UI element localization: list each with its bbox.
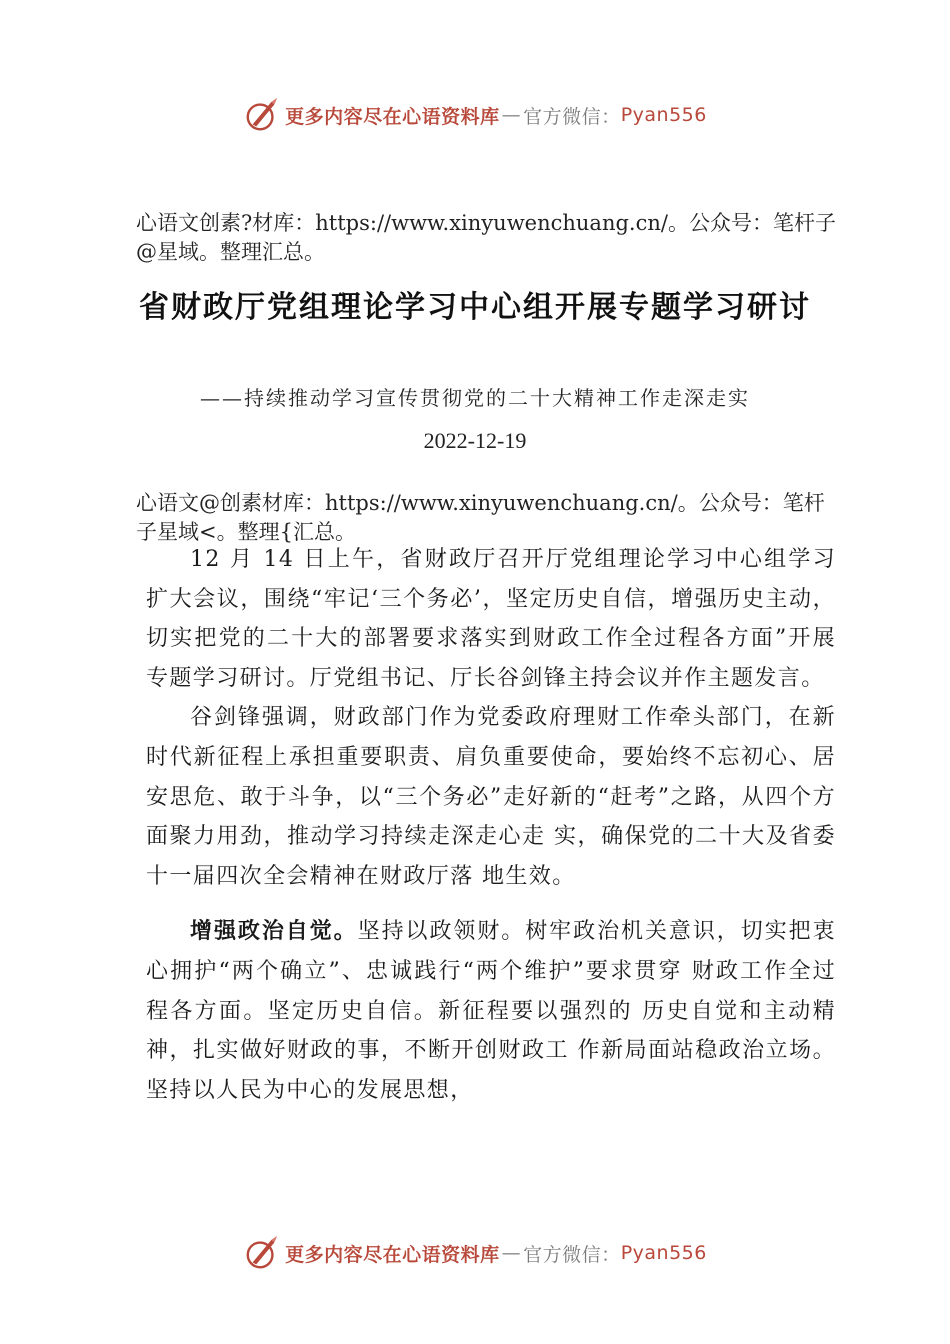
quill-logo-icon <box>243 1234 281 1272</box>
source-note-first: 心语文创素?材库：https://www.xinyuwenchuang.cn/。公众号：笔杆子@星域。整理汇总。 <box>136 211 836 264</box>
article-body <box>146 540 836 1110</box>
quill-logo-icon <box>243 96 281 134</box>
section-paragraph <box>146 912 836 1110</box>
watermark-wechat-label: 官方微信： <box>523 105 621 128</box>
body-paragraph: 12 月 14 日上午，省财政厅召开厅党组理论学习中心组学习扩大会议，围绕“牢记‘三个务必’，坚定历史自信，增强历史主动，切实把党的二十大的部署要求落实到财政工作全过程各方面”开展专题学习研讨。厅党组书记、厅长谷剑锋主持会议并作主题发言。 <box>146 547 836 691</box>
article-title: 省财政厅党组理论学习中心组开展专题学习研讨 <box>139 290 811 325</box>
watermark-library-name: 更多内容尽在心语资料库 <box>285 1243 500 1266</box>
section-lead: 增强政治自觉。 <box>190 919 358 945</box>
article-subtitle: ——持续推动学习宣传贯彻党的二十大精神工作走深走实 <box>200 386 750 410</box>
watermark-wechat-id: Pyan556 <box>620 1242 707 1264</box>
watermark-banner-top <box>0 93 950 137</box>
article-date: 2022-12-19 <box>423 428 527 453</box>
body-paragraph: 谷剑锋强调，财政部门作为党委政府理财工作牵头部门，在新时代新征程上承担重要职责、肩负重要使命，要始终不忘初心、居安思危、敢于斗争，以“三个务必”走好新的“赶考”之路，从四个方面聚力用劲，推动学习持续走深走心走 实，确保党的二十大及省委十一届四次全会精神在财政厅落 地生效。 <box>146 705 836 889</box>
section-text: 坚持以政领财。树牢政治机关意识，切实把衷心拥护“两个确立”、忠诚践行“两个维护”要求贯穿 财政工作全过程各方面。坚定历史自信。新征程要以强烈的 历史自觉和主动精神，扎实做好财政的事，不断开创财政工 作新局面站稳政治立场。坚持以人民为中心的发展思想， <box>146 919 836 1103</box>
watermark-separator: — <box>501 1242 522 1264</box>
watermark-separator: — <box>501 104 522 126</box>
watermark-library-name: 更多内容尽在心语资料库 <box>285 105 500 128</box>
watermark-wechat-label: 官方微信： <box>523 1243 621 1266</box>
watermark-wechat-id: Pyan556 <box>620 104 707 126</box>
source-note-second: 心语文@创素材库：https://www.xinyuwenchuang.cn/。公众号：笔杆子星域<。整理{汇总。 <box>136 491 825 544</box>
watermark-banner-bottom <box>0 1231 950 1275</box>
